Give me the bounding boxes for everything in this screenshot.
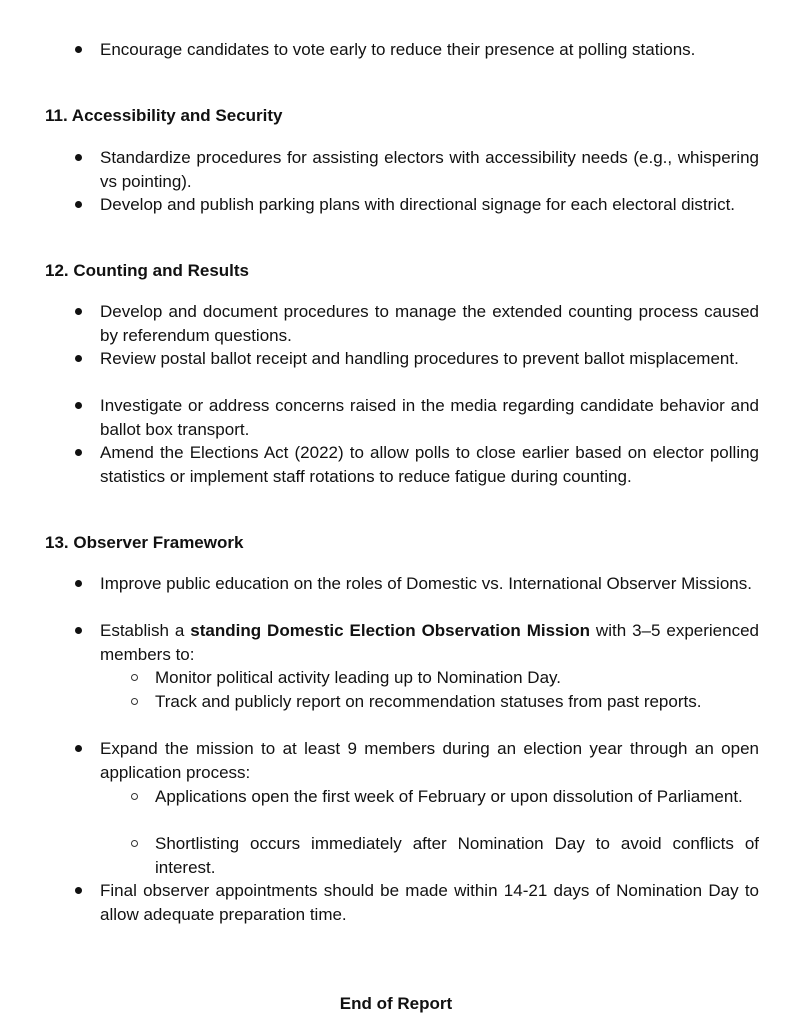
list-item: Review postal ballot receipt and handling procedures to prevent ballot misplacement. [100, 349, 739, 368]
bullet-icon [72, 300, 84, 323]
bullet-icon [72, 347, 84, 370]
hollow-bullet-icon [128, 690, 140, 713]
hollow-bullet-icon [128, 666, 140, 689]
hollow-bullet-icon [128, 785, 140, 808]
bullet-icon [72, 146, 84, 169]
list-item: Investigate or address concerns raised in the media regarding candidate behavior and ballot box transport. [100, 396, 759, 439]
list-item: Expand the mission to at least 9 members during an election year through an open application process: [100, 739, 759, 782]
bullet-icon [72, 38, 84, 61]
section-heading: 13. Observer Framework [45, 533, 244, 552]
hollow-bullet-icon [128, 832, 140, 855]
item-text: Establish a [100, 621, 191, 640]
sub-list-item: Shortlisting occurs immediately after Nomination Day to avoid conflicts of interest. [155, 834, 759, 877]
bold-emphasis: standing Domestic Election Observation Mission [190, 621, 590, 640]
list-item [100, 619, 759, 666]
sub-list-item: Track and publicly report on recommendation statuses from past reports. [155, 692, 702, 711]
section-heading: 11. Accessibility and Security [45, 106, 283, 125]
list-item: Develop and publish parking plans with directional signage for each electoral district. [100, 195, 736, 214]
item-text: with 3–5 experienced members to: [100, 621, 759, 664]
bullet-icon [72, 737, 84, 760]
list-item: Final observer appointments should be made within 14-21 days of Nomination Day to allow adequate preparation time. [100, 881, 759, 924]
end-of-report: End of Report [339, 994, 453, 1013]
bullet-icon [72, 572, 84, 595]
sub-list-item: Monitor political activity leading up to Nomination Day. [155, 668, 561, 687]
bullet-icon [72, 193, 84, 216]
list-item: Amend the Elections Act (2022) to allow polls to close earlier based on elector polling statistics or implement staff rotations to reduce fatigue during counting. [100, 443, 759, 486]
list-item: Develop and document procedures to manage the extended counting process caused by referendum questions. [100, 302, 759, 345]
list-item: Improve public education on the roles of Domestic vs. International Observer Missions. [100, 574, 752, 593]
bullet-icon [72, 394, 84, 417]
section-heading: 12. Counting and Results [45, 261, 250, 280]
list-item: Standardize procedures for assisting electors with accessibility needs (e.g., whispering vs pointing). [100, 148, 759, 191]
bullet-icon [72, 619, 84, 642]
bullet-icon [72, 879, 84, 902]
bullet-icon [72, 441, 84, 464]
list-item: Encourage candidates to vote early to reduce their presence at polling stations. [100, 40, 696, 59]
sub-list-item: Applications open the first week of February or upon dissolution of Parliament. [155, 787, 743, 806]
